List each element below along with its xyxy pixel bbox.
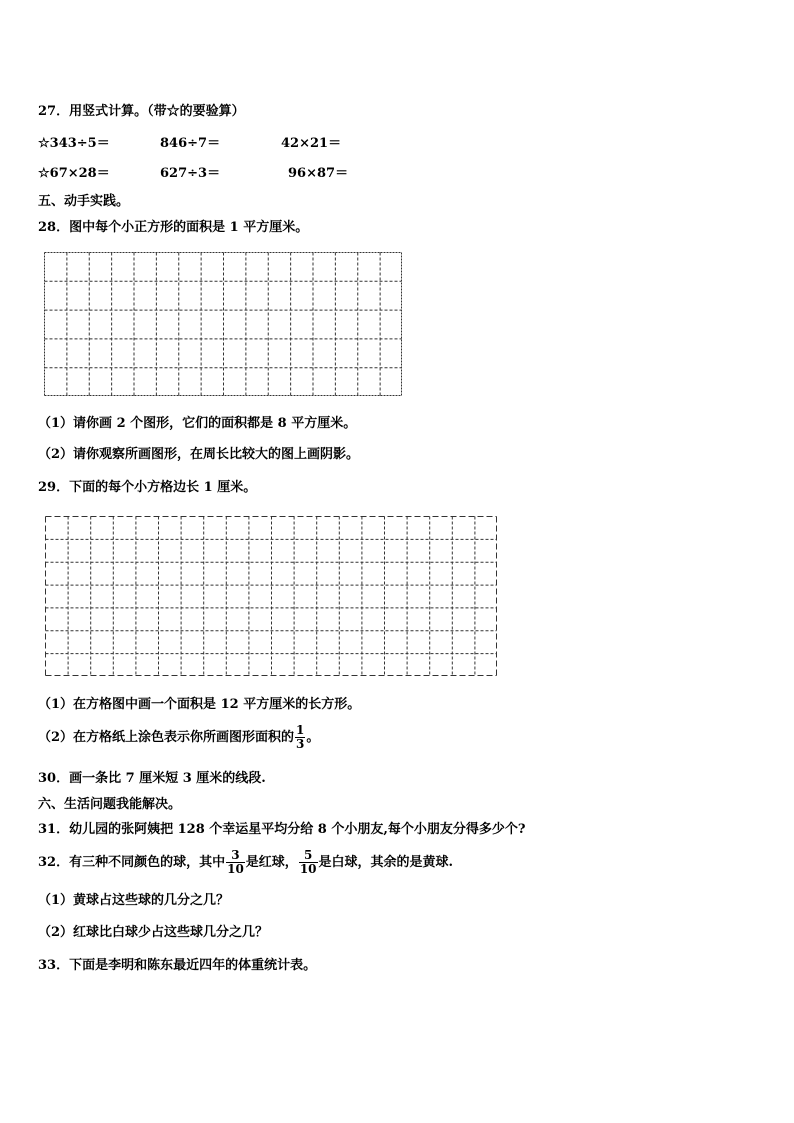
q27-expr-4: ☆67×28＝	[38, 166, 110, 181]
q27-title: 27．用竖式计算。（带☆的要验算）	[38, 104, 245, 119]
q32-text: 32．有三种不同颜色的球，其中 $\frac{3}{10}$ 是红球， $\frac{5}{10}$ 是白球，其余的是黄球.	[38, 848, 454, 876]
q32-sub1: （1）黄球占这些球的几分之几？	[38, 893, 230, 908]
q33-text: 33．下面是李明和陈东最近四年的体重统计表。	[38, 958, 317, 973]
section-5-heading: 五、动手实践。	[38, 194, 130, 209]
section-6-heading: 六、生活问题我能解决。	[38, 797, 182, 812]
fraction-three-tenths: $\frac{3}{10}$	[227, 848, 244, 876]
q27-expr-1: ☆343÷5＝	[38, 136, 110, 151]
q27-expr-6: 96×87＝	[288, 166, 349, 181]
fraction-one-third: $\frac{1}{3}$	[296, 723, 305, 751]
q27-expr-2: 846÷7＝	[160, 136, 221, 151]
q27-expr-5: 627÷3＝	[160, 166, 221, 181]
grid-q29[interactable]	[45, 516, 497, 676]
q32-sub2: （2）红球比白球少占这些球几分之几？	[38, 925, 269, 940]
q28-sub1: （1）请你画 2 个图形，它们的面积都是 8 平方厘米。	[38, 416, 357, 431]
q29-title: 29．下面的每个小方格边长 1 厘米。	[38, 480, 257, 495]
fraction-five-tenths: $\frac{5}{10}$	[299, 848, 317, 876]
q31-text: 31．幼儿园的张阿姨把 128 个幸运星平均分给 8 个小朋友,每个小朋友分得多少个?	[38, 822, 526, 837]
q29-sub2: （2）在方格纸上涂色表示你所画图形面积的 $\frac{1}{3}$ 。	[38, 723, 320, 751]
q29-sub1: （1）在方格图中画一个面积是 12 平方厘米的长方形。	[38, 697, 361, 712]
q28-sub2: （2）请你观察所画图形，在周长比较大的图上画阴影。	[38, 447, 360, 462]
grid-q28[interactable]	[44, 252, 402, 396]
q27-expr-3: 42×21＝	[281, 136, 342, 151]
q30-text: 30．画一条比 7 厘米短 3 厘米的线段.	[38, 771, 266, 786]
q28-title: 28．图中每个小正方形的面积是 1 平方厘米。	[38, 220, 309, 235]
